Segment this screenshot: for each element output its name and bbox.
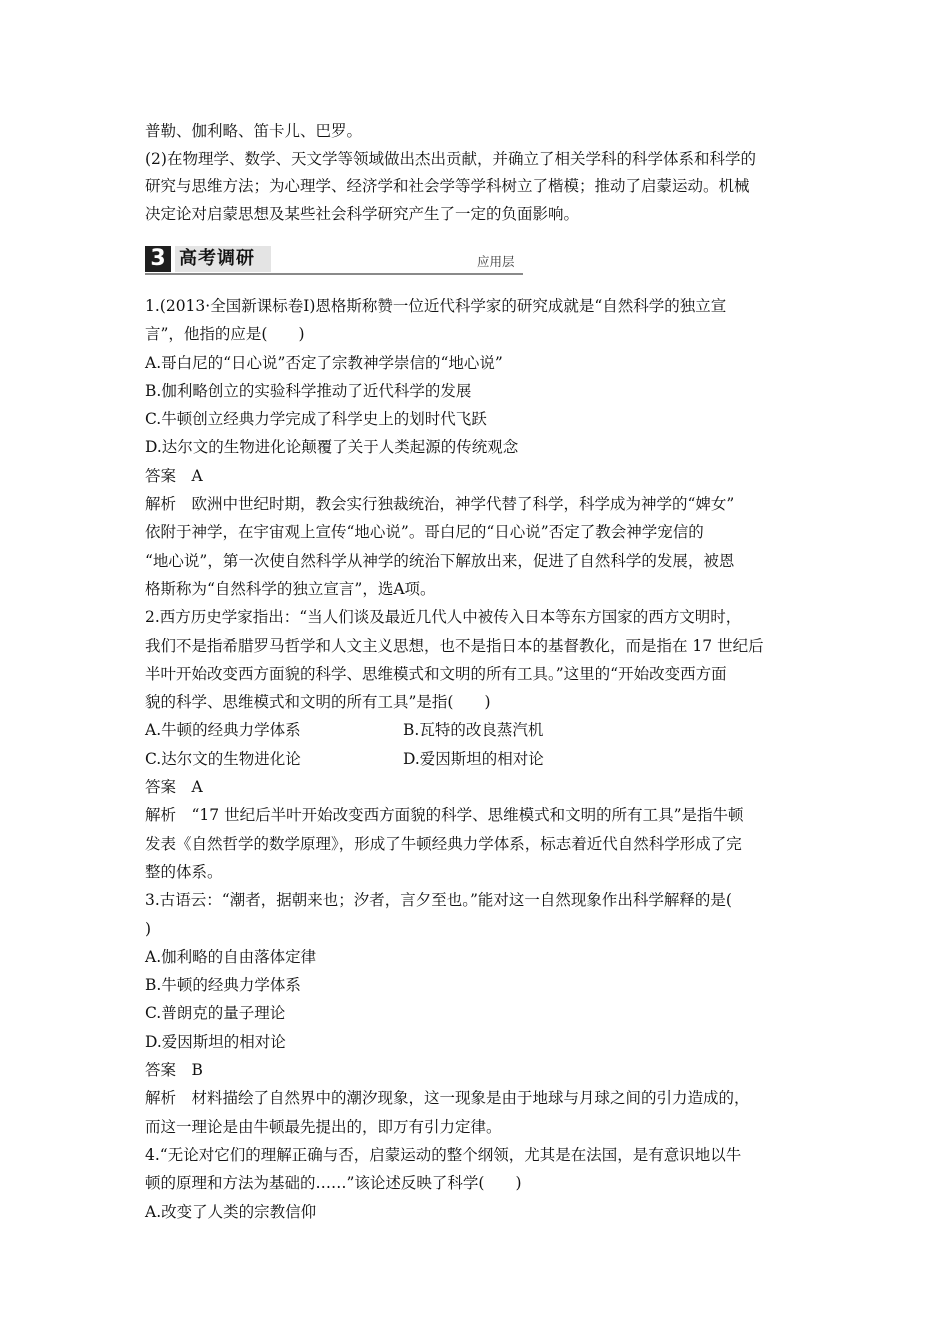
- option-a: A.牛顿的经典力学体系: [145, 721, 301, 740]
- question-stem: 4.“无论对它们的理解正确与否，启蒙运动的整个纲领，尤其是在法国，是有意识地以牛: [145, 1145, 742, 1164]
- option-b: B.伽利略创立的实验科学推动了近代科学的发展: [145, 381, 472, 400]
- option-a: A.改变了人类的宗教信仰: [145, 1202, 317, 1221]
- intro-line: 研究与思维方法；为心理学、经济学和社会学等学科树立了楷模；推动了启蒙运动。机械: [145, 177, 750, 195]
- question-stem: 1.(2013·全国新课标卷Ⅰ)恩格斯称赞一位近代科学家的研究成就是“自然科学的独立宣: [145, 297, 727, 315]
- section-level-tag: 应用层: [477, 254, 515, 269]
- explanation: “地心说”，第一次使自然科学从神学的统治下解放出来，促进了自然科学的发展，被恩: [145, 551, 735, 570]
- options-row: [145, 716, 805, 744]
- explanation: 解析 欧洲中世纪时期，教会实行独裁统治，神学代替了科学，科学成为神学的“婢女”: [145, 495, 735, 514]
- explanation: 整的体系。: [145, 862, 223, 881]
- section-divider: [145, 273, 523, 275]
- option-a: A.伽利略的自由落体定律: [145, 947, 317, 966]
- question-stem: 言”，他指的应是( ): [145, 325, 305, 344]
- question-stem: 半叶开始改变西方面貌的科学、思维模式和文明的所有工具。”这里的“开始改变西方面: [145, 664, 727, 683]
- option-c: C.普朗克的量子理论: [145, 1004, 286, 1023]
- section-banner: [145, 246, 805, 276]
- intro-line: 决定论对启蒙思想及某些社会科学研究产生了一定的负面影响。: [145, 204, 580, 223]
- section-number-badge: 3: [145, 246, 171, 272]
- explanation: 发表《自然哲学的数学原理》，形成了牛顿经典力学体系，标志着近代自然科学形成了完: [145, 834, 742, 853]
- option-d: D.爱因斯坦的相对论: [403, 749, 544, 768]
- document-page: [145, 118, 805, 1226]
- question-stem: ): [145, 919, 152, 938]
- answer: 答案 B: [145, 1061, 203, 1080]
- question-stem: 2.西方历史学家指出：“当人们谈及最近几代人中被传入日本等东方国家的西方文明时，: [145, 608, 742, 627]
- options-row: [145, 745, 805, 773]
- option-b: B.瓦特的改良蒸汽机: [403, 721, 544, 740]
- question-stem: 3.古语云：“潮者，据朝来也；汐者，言夕至也。”能对这一自然现象作出科学解释的是(: [145, 891, 732, 910]
- option-c: C.达尔文的生物进化论: [145, 749, 301, 768]
- question-4: [145, 1141, 805, 1226]
- answer: 答案 A: [145, 466, 203, 485]
- option-c: C.牛顿创立经典力学完成了科学史上的划时代飞跃: [145, 410, 487, 429]
- answer: 答案 A: [145, 778, 203, 797]
- explanation: 而这一理论是由牛顿最先提出的，即万有引力定律。: [145, 1117, 502, 1136]
- option-b: B.牛顿的经典力学体系: [145, 976, 301, 995]
- question-3: [145, 886, 805, 1141]
- question-stem: 顿的原理和方法为基础的……”该论述反映了科学( ): [145, 1174, 522, 1193]
- option-d: D.爱因斯坦的相对论: [145, 1032, 286, 1051]
- intro-line: (2)在物理学、数学、天文学等领域做出杰出贡献，并确立了相关学科的科学体系和科学的: [145, 149, 756, 168]
- intro-line: 普勒、伽利略、笛卡儿、巴罗。: [145, 122, 363, 140]
- section-title: 高考调研: [175, 246, 271, 272]
- question-2: [145, 603, 805, 886]
- question-1: [145, 292, 805, 603]
- question-stem: 貌的科学、思维模式和文明的所有工具”是指( ): [145, 693, 491, 712]
- explanation: 解析 材料描绘了自然界中的潮汐现象，这一现象是由于地球与月球之间的引力造成的，: [145, 1089, 750, 1108]
- explanation: 依附于神学，在宇宙观上宣传“地心说”。哥白尼的“日心说”否定了教会神学宠信的: [145, 523, 704, 542]
- option-a: A.哥白尼的“日心说”否定了宗教神学崇信的“地心说”: [145, 353, 503, 372]
- option-d: D.达尔文的生物进化论颠覆了关于人类起源的传统观念: [145, 438, 519, 457]
- question-stem: 我们不是指希腊罗马哲学和人文主义思想，也不是指日本的基督教化，而是指在 17 世纪后: [145, 636, 764, 655]
- intro-paragraph: [145, 118, 805, 228]
- explanation: 解析 “17 世纪后半叶开始改变西方面貌的科学、思维模式和文明的所有工具”是指牛顿: [145, 806, 744, 825]
- explanation: 格斯称为“自然科学的独立宣言”，选A项。: [145, 579, 436, 598]
